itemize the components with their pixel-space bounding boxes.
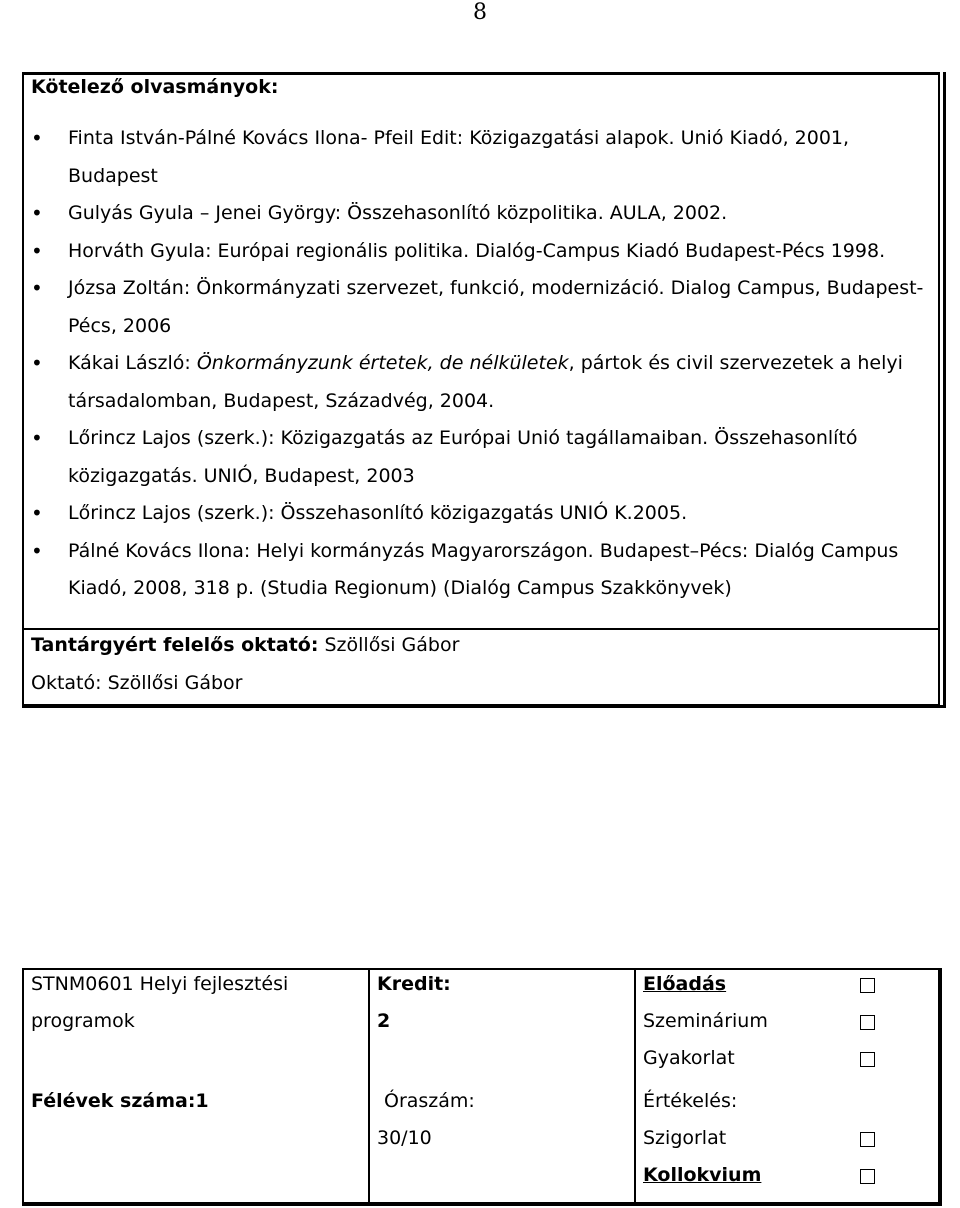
course-code-title: STNM0601 Helyi fejlesztési programok <box>31 973 289 1032</box>
reading-text: Gulyás Gyula – Jenei György: Összehasonlító közpolitika. AULA, 2002. <box>68 202 728 224</box>
reading-text-italic: Önkormányzunk értetek, de nélkületek <box>196 352 569 374</box>
reading-text: Horváth Gyula: Európai regionális politika. Dialóg-Campus Kiadó Budapest-Pécs 1998. <box>68 239 886 262</box>
responsible-label: Tantárgyért felelős oktató: <box>31 634 319 656</box>
reading-text: Finta István-Pálné Kovács Ilona- Pfeil Edit: Közigazgatási alapok. Unió Kiadó, 2001, Budapest <box>68 127 850 187</box>
reading-item <box>31 533 936 608</box>
reading-item <box>31 233 936 271</box>
lecture-checkbox[interactable] <box>860 978 875 993</box>
responsible-name: Szöllősi Gábor <box>318 634 460 656</box>
evaluation-colloquium: Kollokvium <box>643 1164 762 1186</box>
hours-label: Óraszám: <box>384 1090 475 1112</box>
hours-value: 30/10 <box>377 1127 432 1149</box>
exam-checkbox[interactable] <box>860 1132 875 1147</box>
evaluation-label: Értékelés: <box>643 1090 738 1112</box>
seminar-checkbox[interactable] <box>860 1015 875 1030</box>
type-seminar: Szeminárium <box>643 1010 768 1032</box>
reading-text-post: , pártok és civil szervezetek a helyi társadalomban, Budapest, Századvég, 2004. <box>68 352 903 412</box>
reading-text: Lőrincz Lajos (szerk.): Összehasonlító közigazgatás UNIÓ K.2005. <box>68 502 688 524</box>
readings-heading: Kötelező olvasmányok: <box>31 76 279 98</box>
credit-label: Kredit: <box>377 973 451 995</box>
practice-checkbox[interactable] <box>860 1052 875 1067</box>
type-practice: Gyakorlat <box>643 1047 735 1069</box>
reading-item <box>31 195 936 233</box>
reading-item <box>31 120 936 195</box>
teacher: Oktató: Szöllősi Gábor <box>31 672 243 694</box>
reading-text: Józsa Zoltán: Önkormányzati szervezet, funkció, modernizáció. Dialog Campus, Budapest-Pécs, 2006 <box>68 277 924 337</box>
reading-item <box>31 420 936 495</box>
reading-text: Lőrincz Lajos (szerk.): Közigazgatás az Európai Unió tagállamaiban. Összehasonlító közigazgatás. UNIÓ, Budapest, 2003 <box>68 427 858 487</box>
responsible-teacher <box>31 630 459 660</box>
column-divider <box>634 968 636 1204</box>
page-number: 8 <box>473 0 487 25</box>
reading-item <box>31 345 936 420</box>
reading-text: Pálné Kovács Ilona: Helyi kormányzás Magyarországon. Budapest–Pécs: Dialóg Campus Kiadó, 2008, 318 p. (Studia Regionum) (Dialóg Campus Szakkönyvek) <box>68 539 899 599</box>
type-lecture: Előadás <box>643 973 727 995</box>
reading-item <box>31 495 936 533</box>
reading-item <box>31 270 936 345</box>
credit-value: 2 <box>377 1010 391 1032</box>
column-divider <box>368 968 370 1204</box>
readings-list <box>31 120 936 632</box>
evaluation-exam: Szigorlat <box>643 1127 727 1149</box>
reading-text-pre: Kákai László: <box>68 352 197 374</box>
semesters: Félévek száma:1 <box>31 1090 209 1112</box>
colloquium-checkbox[interactable] <box>860 1169 875 1184</box>
